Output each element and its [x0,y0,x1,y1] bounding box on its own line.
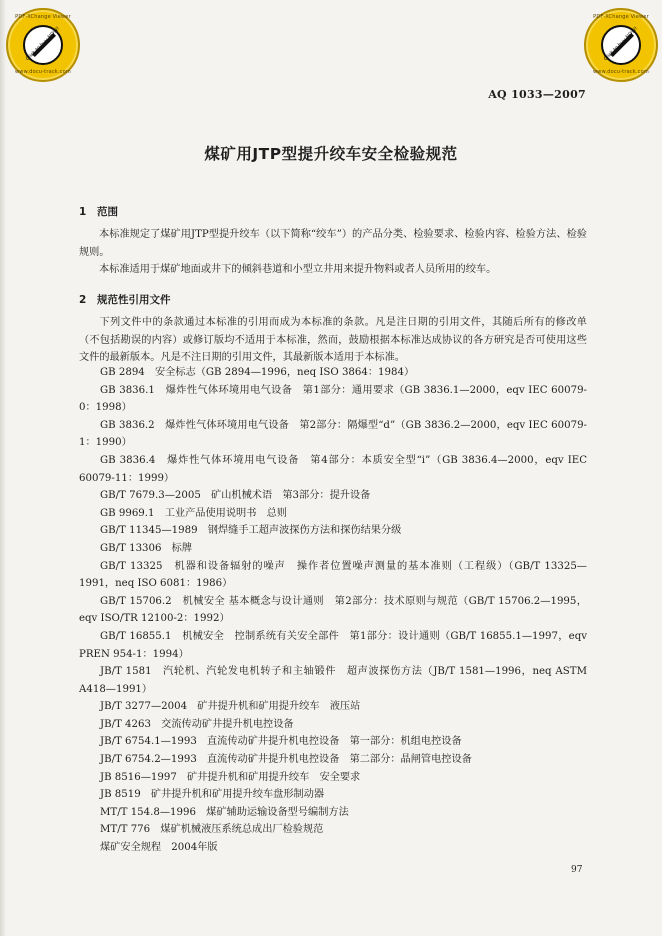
section-2-heading [79,292,171,307]
section-number: 1 [79,206,87,218]
reference-item: GB/T 7679.3—2005 矿山机械术语 第3部分：提升设备 [100,490,371,502]
section-title: 范围 [97,206,118,218]
section-2-intro: 下列文件中的条款通过本标准的引用而成为本标准的条款。凡是注日期的引用文件，其随后所有的修改单（不包括勘误的内容）或修订版均不适用于本标准，然而，鼓励根据本标准达成协议的各方研究是否可使用这些文件的最新版本。凡是不注日期的引用文件，其最新版本适用于本标准。 [79,317,587,363]
document-title: 煤矿用JTP型提升绞车安全检验规范 [204,145,458,163]
reference-item: 煤矿安全规程 2004年版 [100,842,218,854]
badge-center-text: Click to buy NOW! [602,25,640,63]
badge-ring-top-text: PDF-XChange Viewer [593,14,649,20]
reference-item: GB 9969.1 工业产品使用说明书 总则 [100,507,287,519]
scan-edge-shadow [0,0,6,936]
reference-item: JB/T 1581 汽轮机、汽轮发电机转子和主轴锻件 超声波探伤方法（JB/T 1581—1996，neq ASTM A418—1991） [79,666,587,695]
badge-ring-bottom-text: www.docu-track.com [15,69,71,75]
reference-item: GB/T 16855.1 机械安全 控制系统有关安全部件 第1部分：设计通则（GB/T 16855.1—1997，eqv PREN 954-1：1994） [79,630,587,660]
reference-item: GB/T 11345—1989 钢焊缝手工超声波探伤方法和探伤结果分级 [100,525,402,537]
section-number: 2 [79,294,87,306]
reference-item: MT/T 776 煤矿机械液压系统总成出厂检验规范 [100,824,324,836]
reference-item: GB/T 13325 机器和设备辐射的噪声 操作者位置噪声测量的基本准则（工程级）（GB/T 13325—1991，neq ISO 6081：1986） [79,560,587,590]
reference-item: JB 8516—1997 矿井提升机和矿用提升绞车 安全要求 [100,771,361,783]
reference-item: GB 3836.4 爆炸性气体环境用电气设备 第4部分：本质安全型“i”（GB 3836.4—2000，eqv IEC 60079-11：1999） [79,454,587,484]
reference-item: GB/T 13306 标牌 [100,542,193,554]
reference-item: GB 3836.2 爆炸性气体环境用电气设备 第2部分：隔爆型“d”（GB 3836.2—2000，eqv IEC 60079-1：1990） [79,419,587,449]
badge-center-text: Click to buy NOW! [24,25,62,63]
pdf-xchange-badge-left[interactable] [6,8,80,82]
section-1-paragraph-1: 本标准规定了煤矿用JTP型提升绞车（以下简称“绞车”）的产品分类、检验要求、检验内容、检验方法、检验规则。 [79,229,587,258]
badge-ring-top-text: PDF-XChange Viewer [15,14,71,20]
standard-code: AQ 1033—2007 [488,88,586,101]
section-1-paragraph-2: 本标准适用于煤矿地面或井下的倾斜巷道和小型立井用来提升物料或者人员所用的绞车。 [99,264,497,275]
section-title: 规范性引用文件 [97,294,171,306]
reference-item: GB 2894 安全标志（GB 2894—1996，neq ISO 3864：1984） [100,367,415,378]
section-1-heading [79,204,118,219]
reference-item: GB/T 15706.2 机械安全 基本概念与设计通则 第2部分：技术原则与规范（GB/T 15706.2—1995，eqv ISO/TR 12100-2：1992） [79,595,587,625]
reference-item: JB/T 4263 交流传动矿井提升机电控设备 [100,718,294,730]
reference-item: GB 3836.1 爆炸性气体环境用电气设备 第1部分：通用要求（GB 3836.1—2000，eqv IEC 60079-0：1998） [79,384,587,414]
normative-references-list [79,364,587,857]
reference-item: JB/T 6754.2—1993 直流传动矿井提升机电控设备 第二部分：晶闸管电控设备 [100,754,472,766]
page-number: 97 [571,865,583,875]
reference-item: JB/T 6754.1—1993 直流传动矿井提升机电控设备 第一部分：机组电控设备 [100,736,462,748]
badge-ring-bottom-text: www.docu-track.com [593,69,649,75]
reference-item: JB 8519 矿井提升机和矿用提升绞车盘形制动器 [100,789,325,801]
reference-item: JB/T 3277—2004 矿井提升机和矿用提升绞车 液压站 [100,701,361,713]
pdf-xchange-badge-right[interactable] [584,8,658,82]
reference-item: MT/T 154.8—1996 煤矿辅助运输设备型号编制方法 [100,806,349,818]
